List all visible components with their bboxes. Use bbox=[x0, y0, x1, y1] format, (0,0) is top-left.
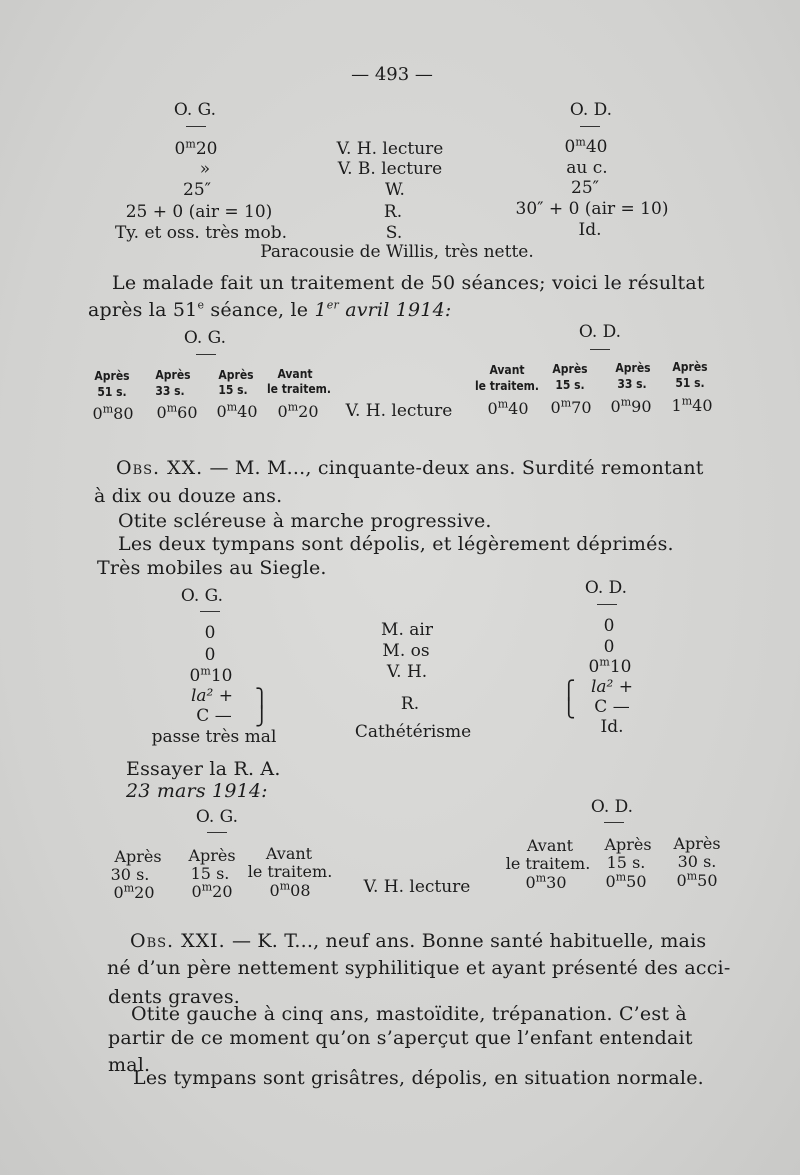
block2-right-col1-l2: 15 s. bbox=[555, 378, 585, 392]
block1-mid-3: R. bbox=[383, 202, 403, 222]
block2-right-head: O. D. bbox=[578, 322, 622, 342]
block2-left-col0-val: 0$^m$80 bbox=[92, 402, 134, 423]
block3-mid-1: M. os bbox=[382, 641, 430, 661]
block4-left-col2-l2: le traitem. bbox=[247, 862, 333, 881]
block2-left-col1-val: 0$^m$60 bbox=[156, 401, 198, 422]
block4-right-head: O. D. bbox=[590, 797, 634, 817]
obs20-label: Obs. XX. bbox=[116, 457, 204, 479]
para1-date-rest: avril 1914: bbox=[338, 299, 452, 321]
block3-left-rule bbox=[200, 611, 220, 612]
block3-left-0: 0 bbox=[204, 623, 216, 643]
block4-left-rule bbox=[207, 832, 227, 833]
obs20-line5: Très mobiles au Siegle. bbox=[97, 557, 327, 579]
block1-right-4: Id. bbox=[578, 220, 602, 240]
block1-left-head: O. G. bbox=[173, 100, 217, 120]
obs21-line6: mal. bbox=[108, 1054, 151, 1076]
block4-left-col0-l2: 30 s. bbox=[110, 865, 150, 884]
obs21-line2: né d’un père nettement syphilitique et ayant présenté des acci- bbox=[107, 957, 731, 979]
obs20-line1-text: — M. M..., cinquante-deux ans. Surdité remontant bbox=[203, 457, 704, 479]
obs20-line3: Otite scléreuse à marche progressive. bbox=[118, 510, 492, 532]
block3-mid-2: V. H. bbox=[386, 662, 428, 682]
essay-line1: Essayer la R. A. bbox=[126, 758, 281, 780]
block2-right-col3-l2: 51 s. bbox=[675, 376, 705, 390]
block3-right-3: la² + bbox=[590, 677, 634, 697]
block2-right-col1-l1: Après bbox=[552, 362, 588, 376]
para1-date-sup: er bbox=[326, 298, 339, 312]
block3-right-1: 0 bbox=[603, 637, 615, 657]
block3-left-brace: ⎫ bbox=[255, 688, 269, 709]
para1-sup-e: e bbox=[197, 298, 205, 312]
block3-mid-4: Cathétérisme bbox=[354, 722, 472, 742]
block2-right-col2-val: 0$^m$90 bbox=[610, 395, 652, 416]
para1-line1: Le malade fait un traitement de 50 séances; voici le résultat bbox=[112, 272, 705, 294]
block1-left-1: » bbox=[199, 159, 211, 179]
para1-date-day: 1 bbox=[314, 299, 327, 321]
block3-right-2: 0$^m$10 bbox=[588, 655, 632, 677]
block3-left-2: 0$^m$10 bbox=[189, 664, 233, 686]
block4-right-col0-val: 0$^m$30 bbox=[525, 871, 567, 892]
obs20-line1 bbox=[116, 457, 704, 479]
block4-left-col1-val: 0$^m$20 bbox=[191, 880, 233, 901]
block2-left-col3-l1: Avant bbox=[277, 367, 313, 381]
para1-text-b: séance, le bbox=[204, 299, 315, 321]
block4-right-col1-val: 0$^m$50 bbox=[605, 870, 647, 891]
block3-right-5: Id. bbox=[600, 717, 624, 737]
block1-mid-1: V. B. lecture bbox=[337, 159, 443, 179]
block3-right-0: 0 bbox=[603, 616, 615, 636]
block1-left-0: 0$^m$20 bbox=[174, 137, 218, 159]
block4-left-col2-val: 0$^m$08 bbox=[269, 879, 311, 900]
block3-left-head: O. G. bbox=[180, 586, 224, 606]
block2-left-col0-l1: Après bbox=[94, 369, 130, 383]
obs21-label: Obs. XXI. bbox=[130, 930, 226, 952]
block1-right-head: O. D. bbox=[569, 100, 613, 120]
block4-right-col1-l1: Après bbox=[604, 835, 652, 854]
block2-left-col2-l2: 15 s. bbox=[218, 383, 248, 397]
block3-left-3: la² + bbox=[190, 686, 234, 706]
block4-right-col2-val: 0$^m$50 bbox=[676, 869, 718, 890]
block4-right-col2-l2: 30 s. bbox=[677, 852, 717, 871]
block2-left-col1-l1: Après bbox=[155, 368, 191, 382]
block4-right-col0-l1: Avant bbox=[526, 836, 574, 855]
block2-left-head: O. G. bbox=[183, 328, 227, 348]
obs21-line4: Otite gauche à cinq ans, mastoïdite, trépanation. C’est à bbox=[131, 1003, 687, 1025]
obs21-line1-text: — K. T..., neuf ans. Bonne santé habituelle, mais bbox=[225, 930, 707, 952]
block4-left-col0-val: 0$^m$20 bbox=[113, 881, 155, 902]
block2-left-col1-l2: 33 s. bbox=[155, 384, 185, 398]
block2-left-col2-val: 0$^m$40 bbox=[216, 400, 258, 421]
block1-right-2: 25″ bbox=[571, 178, 599, 198]
block2-right-col0-val: 0$^m$40 bbox=[487, 397, 529, 418]
obs20-line4: Les deux tympans sont dépolis, et légèrement déprimés. bbox=[118, 533, 674, 555]
block3-left-1: 0 bbox=[204, 645, 216, 665]
block1-mid-2: W. bbox=[385, 180, 405, 200]
block2-right-col0-l1: Avant bbox=[489, 363, 525, 377]
block1-mid-0: V. H. lecture bbox=[336, 139, 444, 159]
block2-right-col1-val: 0$^m$70 bbox=[550, 396, 592, 417]
block1-note: Paracousie de Willis, très nette. bbox=[260, 242, 534, 262]
block2-left-col0-l2: 51 s. bbox=[97, 385, 127, 399]
block4-right-rule bbox=[604, 822, 624, 823]
para1-line2 bbox=[88, 299, 452, 321]
block3-left-brace-b: ⎭ bbox=[255, 706, 269, 727]
block2-left-col3-l2: le traitem. bbox=[266, 382, 332, 396]
block4-left-col0-l1: Après bbox=[114, 847, 162, 866]
block1-left-2: 25″ bbox=[183, 180, 211, 200]
block2-left-col2-l1: Après bbox=[218, 368, 254, 382]
block1-right-3: 30″ + 0 (air = 10) bbox=[515, 199, 669, 219]
block4-right-col0-l2: le traitem. bbox=[505, 854, 591, 873]
block3-mid-0: M. air bbox=[381, 620, 433, 640]
page-number: — 493 — bbox=[351, 64, 433, 85]
block1-right-1: au c. bbox=[566, 158, 608, 178]
block1-left-rule bbox=[186, 126, 206, 127]
block4-left-col2-l1: Avant bbox=[265, 844, 313, 863]
block1-right-rule bbox=[580, 126, 600, 127]
block3-mid-3: R. bbox=[400, 694, 420, 714]
block2-right-col0-l2: le traitem. bbox=[474, 379, 540, 393]
block4-right-col1-l2: 15 s. bbox=[606, 853, 646, 872]
obs21-line3: dents graves. bbox=[108, 986, 241, 1008]
essay-line2: 23 mars 1914: bbox=[126, 780, 268, 802]
block1-left-3: 25 + 0 (air = 10) bbox=[125, 202, 273, 222]
block3-right-brace: ⎧ bbox=[562, 680, 576, 701]
block2-left-col3-val: 0$^m$20 bbox=[277, 400, 319, 421]
block3-right-4: C — bbox=[594, 697, 630, 717]
block1-right-0: 0$^m$40 bbox=[564, 135, 608, 157]
obs21-line7: Les tympans sont grisâtres, dépolis, en situation normale. bbox=[133, 1067, 704, 1089]
block1-left-4: Ty. et oss. très mob. bbox=[114, 223, 288, 243]
block4-right-col2-l1: Après bbox=[673, 834, 721, 853]
block3-right-head: O. D. bbox=[584, 578, 628, 598]
block4-left-col1-l1: Après bbox=[188, 846, 236, 865]
block2-left-rule bbox=[196, 354, 216, 355]
block3-left-4: C — bbox=[196, 706, 232, 726]
block2-right-col3-val: 1$^m$40 bbox=[671, 394, 713, 415]
block2-right-col2-l2: 33 s. bbox=[617, 377, 647, 391]
block4-mid: V. H. lecture bbox=[363, 877, 471, 897]
block2-right-col2-l1: Après bbox=[615, 361, 651, 375]
block2-right-rule bbox=[590, 349, 610, 350]
para1-date bbox=[314, 299, 451, 321]
block4-left-head: O. G. bbox=[195, 807, 239, 827]
block3-right-brace-b: ⎩ bbox=[562, 698, 576, 719]
block2-right-col3-l1: Après bbox=[672, 360, 708, 374]
block3-left-5: passe très mal bbox=[151, 727, 277, 747]
obs21-line1 bbox=[130, 930, 706, 952]
obs21-line5: partir de ce moment qu’on s’aperçut que l’enfant entendait bbox=[108, 1027, 693, 1049]
block2-mid: V. H. lecture bbox=[345, 401, 453, 421]
para1-text-a: après la 51 bbox=[88, 299, 198, 321]
block3-right-rule bbox=[597, 604, 617, 605]
obs20-line2: à dix ou douze ans. bbox=[94, 485, 283, 507]
block4-left-col1-l2: 15 s. bbox=[190, 864, 230, 883]
block1-mid-4: S. bbox=[385, 223, 403, 243]
